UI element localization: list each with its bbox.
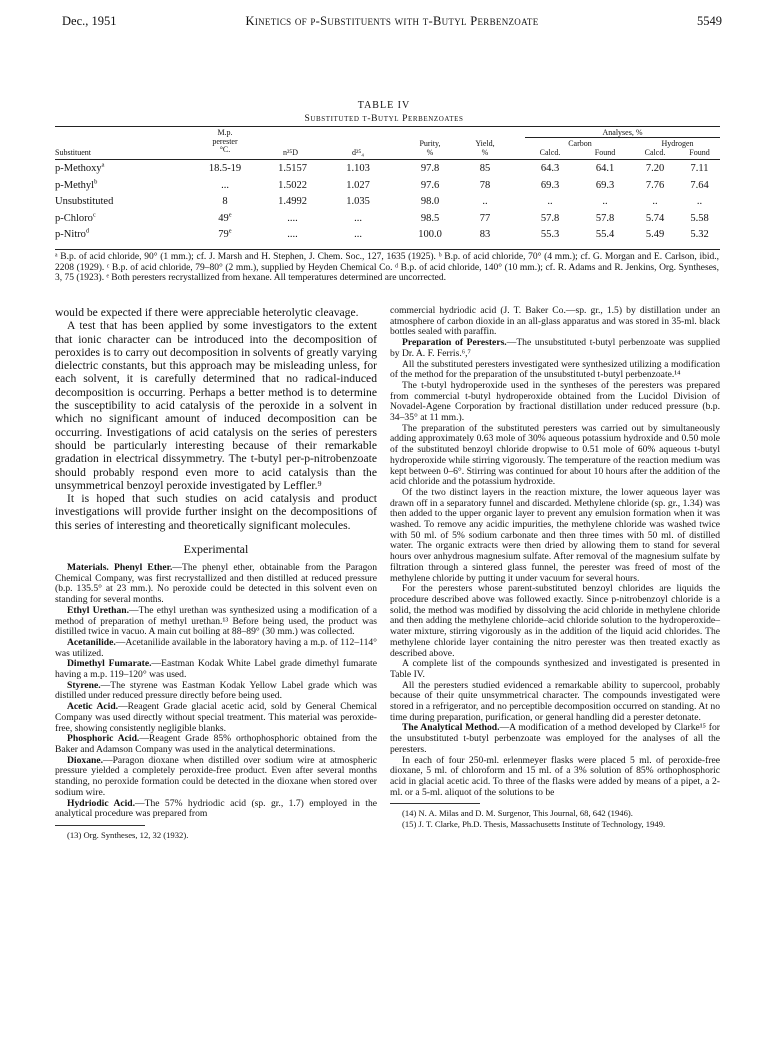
run-in-head: The Analytical Method. bbox=[402, 722, 500, 734]
header-mp: M.p. perester °C. bbox=[212, 128, 238, 154]
cell-c-calcd bbox=[525, 213, 575, 224]
paragraph-text: —Reagent Grade glacial acetic acid, sold by General Chemical Company was used directly without special treatment. This material was peroxide-free, showing consistently negligible blanks. bbox=[55, 701, 377, 734]
header-hydrogen: Hydrogen bbox=[661, 139, 694, 148]
run-in-head: Materials. Phenyl Ether. bbox=[67, 562, 173, 574]
cell-c-found bbox=[580, 180, 630, 191]
cell-substituent bbox=[55, 163, 105, 174]
cell-d bbox=[333, 163, 383, 174]
paragraph: All the peresters studied evidenced a remarkable ability to supercool, probably because of their quite unsymmetrical character. The compounds investigated were stored in a refrigerator, and no perceptible decomposition occurred on standing. At no time during preparation, purification, or general handling did a perester detonate. bbox=[390, 679, 720, 723]
section-heading: Experimental bbox=[183, 542, 249, 557]
header-analyses: Analyses, % bbox=[602, 128, 643, 137]
cell-mp bbox=[200, 180, 250, 191]
header-nd: n²⁵D bbox=[283, 148, 298, 157]
substituent-name: Unsubstituted bbox=[55, 196, 114, 207]
cell-value: 7.64 bbox=[690, 179, 709, 191]
cell-value: 5.58 bbox=[690, 212, 709, 224]
cell-c-calcd bbox=[525, 180, 575, 191]
cell-value: 64.3 bbox=[540, 163, 560, 174]
paragraph: The t-butyl hydroperoxide used in the syntheses of the peresters was prepared from commercial t-butyl hydroperoxide obtained from the Lucidol Division of Novadel-Agene Corporation by fractional distillation under reduced pressure (b.p. 34–35° at 11 mm.). bbox=[390, 379, 720, 424]
cell-purity bbox=[405, 213, 455, 224]
cell-h-calcd bbox=[630, 213, 680, 224]
materials-paragraph bbox=[55, 681, 377, 702]
cell-value: 57.8 bbox=[595, 212, 615, 224]
cell-value: 1.5022 bbox=[278, 179, 307, 191]
cell-purity bbox=[405, 163, 455, 174]
cell-value: .. bbox=[602, 196, 608, 207]
cell-mp bbox=[200, 196, 250, 207]
footnote-mark: a bbox=[101, 161, 105, 169]
paragraph-text: —Acetanilide available in the laboratory having a m.p. of 112–114° was utilized. bbox=[55, 636, 377, 659]
footnote-mark: b bbox=[94, 178, 98, 185]
paragraph-text: —The phenyl ether, obtainable from the Paragon Chemical Company, was first recrystallized and then distilled at reduced pressure (b.p. 135.5° at 23 mm.). No peroxide could be detected in this solvent even on standing for several months. bbox=[55, 562, 377, 606]
cell-nd bbox=[265, 163, 320, 174]
cell-value: 49 bbox=[218, 212, 229, 224]
cell-value: .... bbox=[287, 229, 298, 240]
run-in-head: Ethyl Urethan. bbox=[67, 604, 130, 616]
paragraph-text: —Paragon dioxane when distilled over sodium wire at atmospheric pressure yielded a completely peroxide-free product. Even after several months standing, no peroxide formation could be detected in the dioxane when stored over sodium wire. bbox=[55, 754, 377, 798]
paragraph bbox=[390, 723, 720, 755]
header-substituent: Substituent bbox=[55, 148, 92, 157]
cell-c-found bbox=[580, 229, 630, 240]
cell-value: .... bbox=[287, 212, 298, 224]
paragraph-text: —Reagent Grade 85% orthophosphoric obtained from the Baker and Adamson Company was used in the analytical determinations. bbox=[55, 733, 377, 755]
cell-value: 98.0 bbox=[420, 196, 440, 207]
cell-value: 1.027 bbox=[346, 179, 370, 191]
cell-d bbox=[333, 196, 383, 207]
run-in-head: Acetic Acid. bbox=[67, 701, 119, 713]
cell-c-calcd bbox=[525, 163, 575, 174]
paragraph: All the substituted peresters investigated were synthesized utilizing a modification of the method for the preparation of the unsubstituted t-butyl perbenzoate.¹⁴ bbox=[390, 358, 720, 381]
paragraph bbox=[390, 338, 720, 359]
footnote-mark: c bbox=[92, 211, 96, 218]
cell-d bbox=[333, 213, 383, 224]
header-carbon: Carbon bbox=[568, 139, 592, 148]
cell-value: 55.3 bbox=[540, 229, 560, 240]
substituent-name: p-Nitro bbox=[55, 229, 86, 240]
materials-paragraph bbox=[55, 734, 377, 755]
cell-nd bbox=[265, 180, 320, 191]
run-in-head: Styrene. bbox=[67, 679, 101, 691]
cell-nd bbox=[265, 196, 320, 207]
footnote-mark: e bbox=[228, 227, 232, 235]
cell-value: 1.5157 bbox=[278, 163, 307, 174]
header-c-calcd: Calcd. bbox=[539, 148, 561, 157]
materials-paragraph bbox=[55, 702, 377, 734]
paragraph: For the peresters whose parent-substituted benzoyl chlorides are liquids the procedure described above was followed exactly. Since p-nitrobenzoyl chloride is a solid, the method was modified by dissolving the acid chloride in methylene chloride and then adding the methylene chloride–acid chloride solution to the hydroperoxide–water mixture, stirring vigorously as in the addition of the liquid acid chlorides. The methylene chloride layer containing the nitro perester was then treated exactly as described above. bbox=[390, 583, 720, 659]
cell-value: ... bbox=[354, 229, 362, 240]
cell-d bbox=[333, 180, 383, 191]
cell-h-found bbox=[677, 229, 722, 240]
run-in-head: Phosphoric Acid. bbox=[67, 733, 140, 745]
header-h-calcd: Calcd. bbox=[644, 148, 666, 157]
cell-value: ... bbox=[354, 212, 362, 224]
cell-value: 18.5-19 bbox=[208, 163, 242, 174]
paragraph: A complete list of the compounds synthesized and investigated is presented in Table IV. bbox=[390, 658, 720, 680]
cell-value: 5.74 bbox=[645, 212, 665, 224]
cell-value: 5.32 bbox=[690, 229, 709, 240]
paragraph-text: —The unsubstituted t-butyl perbenzoate was supplied by Dr. A. F. Ferris.⁶,⁷ bbox=[390, 337, 720, 359]
footnote-mark: e bbox=[228, 211, 232, 218]
cell-substituent bbox=[55, 180, 97, 191]
run-in-head: Dioxane. bbox=[67, 754, 103, 766]
cell-purity bbox=[405, 180, 455, 191]
materials-paragraph bbox=[55, 659, 377, 680]
cell-value: 64.1 bbox=[595, 163, 615, 174]
paragraph: commercial hydriodic acid (J. T. Baker Co.—sp. gr., 1.5) by distillation under an atmosphere of carbon dioxide in an all-glass apparatus and was stored in 35-ml. black bottles sealed with paraffin. bbox=[390, 305, 720, 338]
cell-c-found bbox=[580, 213, 630, 224]
cell-value: 69.3 bbox=[595, 179, 615, 191]
cell-value: 55.4 bbox=[595, 229, 615, 240]
table-label: TABLE IV bbox=[357, 100, 411, 111]
cell-h-calcd bbox=[630, 163, 680, 174]
header-bottom-rule bbox=[55, 159, 720, 160]
cell-h-found bbox=[677, 163, 722, 174]
cell-yield bbox=[460, 180, 510, 191]
materials-paragraph bbox=[55, 799, 377, 820]
cell-mp bbox=[200, 163, 250, 174]
cell-value: 83 bbox=[479, 229, 491, 240]
paragraph: It is hoped that such studies on acid catalysis and product investigations will provide further insight on the decompositions of this series of interesting and theoretically significant molecules. bbox=[55, 492, 377, 532]
cell-value: 7.11 bbox=[690, 163, 709, 174]
paragraph-text: —Eastman Kodak White Label grade dimethyl fumarate having a m.p. 119–120° was used. bbox=[55, 658, 377, 681]
header-date: Dec., 1951 bbox=[62, 14, 117, 28]
cell-nd bbox=[265, 213, 320, 224]
cell-value: 79 bbox=[218, 229, 229, 240]
cell-value: 8 bbox=[222, 196, 228, 207]
right-column bbox=[390, 306, 720, 829]
paragraph: A test that has been applied by some investigators to the extent that ionic character can be introduced into the decomposition of peroxides is to carry out decomposition in solvents of greatly varying dielectric constants, but this approach may be misleading unless, for each solvent, it is carefully determined that no radical-induced decomposition is occurring. Perhaps a better method is to determine the susceptibility to acid catalysis of the peroxide in a solvent in which no significant amount of induced decomposition can be occurring. Investigations of acid catalysis on the series of peresters should be particularly interesting because of their remarkable gradation in electrical dissymmetry. The t-butyl per-p-nitrobenzoate should probably respond even more to acid catalysis than the unsymmetrical benzoyl peroxide investigated by Leffler.⁹ bbox=[55, 319, 377, 492]
cell-h-found bbox=[677, 196, 722, 207]
cell-value: 100.0 bbox=[418, 229, 442, 240]
materials-list bbox=[55, 563, 377, 820]
cell-value: 69.3 bbox=[540, 179, 560, 191]
table-top-rule bbox=[55, 126, 720, 127]
paragraph: Of the two distinct layers in the reaction mixture, the lower aqueous layer was drawn off in a separatory funnel and discarded. Methylene chloride (sp. gr., 1.34) was then added to the upper organic layer to prevent any emulsion formation when it was washed. To remove any acidic impurities, the methylene chloride was washed twice with 50 ml. of 5% sodium carbonate and then three times with 50 ml. of distilled water. The organic extracts were then dried by allowing them to stand for several hours over anhydrous magnesium sulfate. After removal of the magnesium sulfate by filtration through a sintered glass funnel, the perester was freed of most of the methylene chloride by putting it under vacuum for several hours. bbox=[390, 486, 720, 584]
materials-paragraph bbox=[55, 756, 377, 799]
cell-substituent bbox=[55, 196, 113, 207]
cell-c-calcd bbox=[525, 229, 575, 240]
cell-c-found bbox=[580, 196, 630, 207]
cell-h-calcd bbox=[630, 229, 680, 240]
header-title: Kinetics of p-Substituents with t-Butyl Perbenzoate bbox=[245, 14, 539, 28]
cell-mp bbox=[200, 229, 250, 240]
cell-value: .. bbox=[652, 196, 658, 207]
reference: (15) J. T. Clarke, Ph.D. Thesis, Massachusetts Institute of Technology, 1949. bbox=[402, 818, 666, 829]
paragraph-text: —A modification of a method developed by Clarke¹⁵ for the unsubstituted t-butyl perbenzoate was employed for the analyses of all the peresters. bbox=[390, 722, 720, 755]
cell-purity bbox=[405, 196, 455, 207]
cell-value: .. bbox=[696, 196, 703, 207]
materials-paragraph bbox=[55, 563, 377, 606]
cell-value: 77 bbox=[479, 212, 491, 224]
cell-value: 97.6 bbox=[420, 179, 440, 191]
run-in-head: Hydriodic Acid. bbox=[67, 797, 136, 809]
cell-value: 5.49 bbox=[645, 229, 665, 240]
cell-value: 1.103 bbox=[346, 163, 370, 174]
cell-c-calcd bbox=[525, 196, 575, 207]
cell-yield bbox=[460, 229, 510, 240]
cell-d bbox=[333, 229, 383, 240]
cell-value: 98.5 bbox=[420, 212, 440, 224]
paragraph: In each of four 250-ml. erlenmeyer flasks were placed 5 ml. of peroxide-free dioxane, 5 ml. of chloroform and 15 ml. of a 3% solution of 85% orthophosphoric acid in glacial acetic acid. To three of the flasks were added by means of a pipet, a 2-ml. or a 5-ml. aliquot of the solutions to be bbox=[390, 754, 720, 798]
cell-value: 57.8 bbox=[540, 212, 560, 224]
cell-value: 78 bbox=[479, 179, 491, 191]
paragraph-text: —The 57% hydriodic acid (sp. gr., 1.7) employed in the analytical procedure was prepared from bbox=[55, 797, 378, 820]
cell-yield bbox=[460, 213, 510, 224]
run-in-head: Dimethyl Fumarate. bbox=[67, 658, 152, 670]
substituent-name: p-Methyl bbox=[55, 179, 95, 191]
cell-mp bbox=[200, 213, 250, 224]
header-d: d²⁵₄ bbox=[352, 148, 364, 157]
analyses-rule bbox=[525, 137, 720, 138]
page-number: 5549 bbox=[697, 14, 722, 28]
header-yield: Yield, % bbox=[475, 139, 495, 157]
cell-substituent bbox=[55, 213, 96, 224]
paragraph-text: —The styrene was Eastman Kodak Yellow Label grade which was distilled under reduced pressure directly before being used. bbox=[55, 679, 377, 702]
cell-yield bbox=[460, 196, 510, 207]
cell-value: .. bbox=[482, 196, 488, 207]
cell-value: .. bbox=[547, 196, 553, 207]
paragraph: would be expected if there were appreciable heterolytic cleavage. bbox=[55, 306, 359, 319]
paragraph: The preparation of the substituted peresters was carried out by simultaneously adding approximately 0.63 mole of 30% aqueous potassium hydroxide and 0.50 mole of the substituted benzoyl chloride dropwise to 0.51 mole of 60% aqueous t-butyl hydroperoxide while stirring vigorously. The temperature of the reaction medium was kept between 0–6°. Stirring was continued for about 10 hours after the addition of the acid chloride and the potassium hydroxide. bbox=[390, 422, 720, 488]
cell-value: 1.4992 bbox=[278, 196, 307, 207]
cell-h-found bbox=[677, 213, 722, 224]
header-purity: Purity, % bbox=[419, 139, 441, 157]
run-in-head: Acetanilide. bbox=[67, 636, 116, 648]
cell-value: ... bbox=[221, 179, 229, 191]
cell-h-found bbox=[677, 180, 722, 191]
cell-substituent bbox=[55, 229, 89, 240]
reference: (13) Org. Syntheses, 12, 32 (1932). bbox=[67, 829, 189, 840]
cell-h-calcd bbox=[630, 180, 680, 191]
header-c-found: Found bbox=[594, 148, 616, 157]
cell-yield bbox=[460, 163, 510, 174]
paragraph-text: —The ethyl urethan was synthesized using a modification of a method of preparation of methyl urethan.¹³ Before being used, the product was distilled twice in vacuo. A main cut boiling at 88–89° (30 mm.) was collected. bbox=[55, 604, 378, 638]
cell-purity bbox=[405, 229, 455, 240]
materials-paragraph bbox=[55, 606, 377, 638]
running-header bbox=[62, 14, 722, 32]
cell-value: 1.035 bbox=[346, 196, 370, 207]
cell-value: 97.8 bbox=[420, 163, 440, 174]
substituent-name: p-Methoxy bbox=[55, 163, 102, 174]
substituent-name: p-Chloro bbox=[55, 212, 93, 224]
table-footnotes: ᵃ B.p. of acid chloride, 90° (1 mm.); cf. J. Marsh and H. Stephen, J. Chem. Soc., 127, 1635 (1925). ᵇ B.p. of acid chloride, 70° (4 mm.); cf. G. Morgan and E. Carlson, ibid., 2208 (1929). ᶜ B.p. of acid chloride, 79–80° (2 mm.), supplied by Heyden Chemical Co. ᵈ B.p. of acid chloride, 140° (10 mm.); cf. R. Adams and R. Jenkins, Org. Syntheses, 3, 75 (1923). ᵉ Both peresters recrystallized from hexane. All temperatures determined are uncorrected. bbox=[55, 252, 719, 284]
cell-h-calcd bbox=[630, 196, 680, 207]
cell-value: 85 bbox=[479, 163, 491, 174]
reference: (14) N. A. Milas and D. M. Surgenor, This Journal, 68, 642 (1946). bbox=[402, 808, 633, 819]
cell-value: 7.20 bbox=[645, 163, 665, 174]
left-column bbox=[55, 306, 377, 840]
table-bottom-rule bbox=[55, 249, 720, 250]
table-title: Substituted t-Butyl Perbenzoates bbox=[304, 114, 464, 124]
cell-c-found bbox=[580, 163, 630, 174]
footnote-rule bbox=[55, 825, 145, 826]
cell-nd bbox=[265, 229, 320, 240]
footnote-rule bbox=[390, 803, 480, 804]
materials-paragraph bbox=[55, 638, 377, 659]
run-in-head: Preparation of Peresters. bbox=[402, 337, 507, 349]
header-h-found: Found bbox=[689, 148, 710, 157]
cell-value: 7.76 bbox=[645, 179, 665, 191]
footnote-mark: d bbox=[85, 227, 90, 235]
